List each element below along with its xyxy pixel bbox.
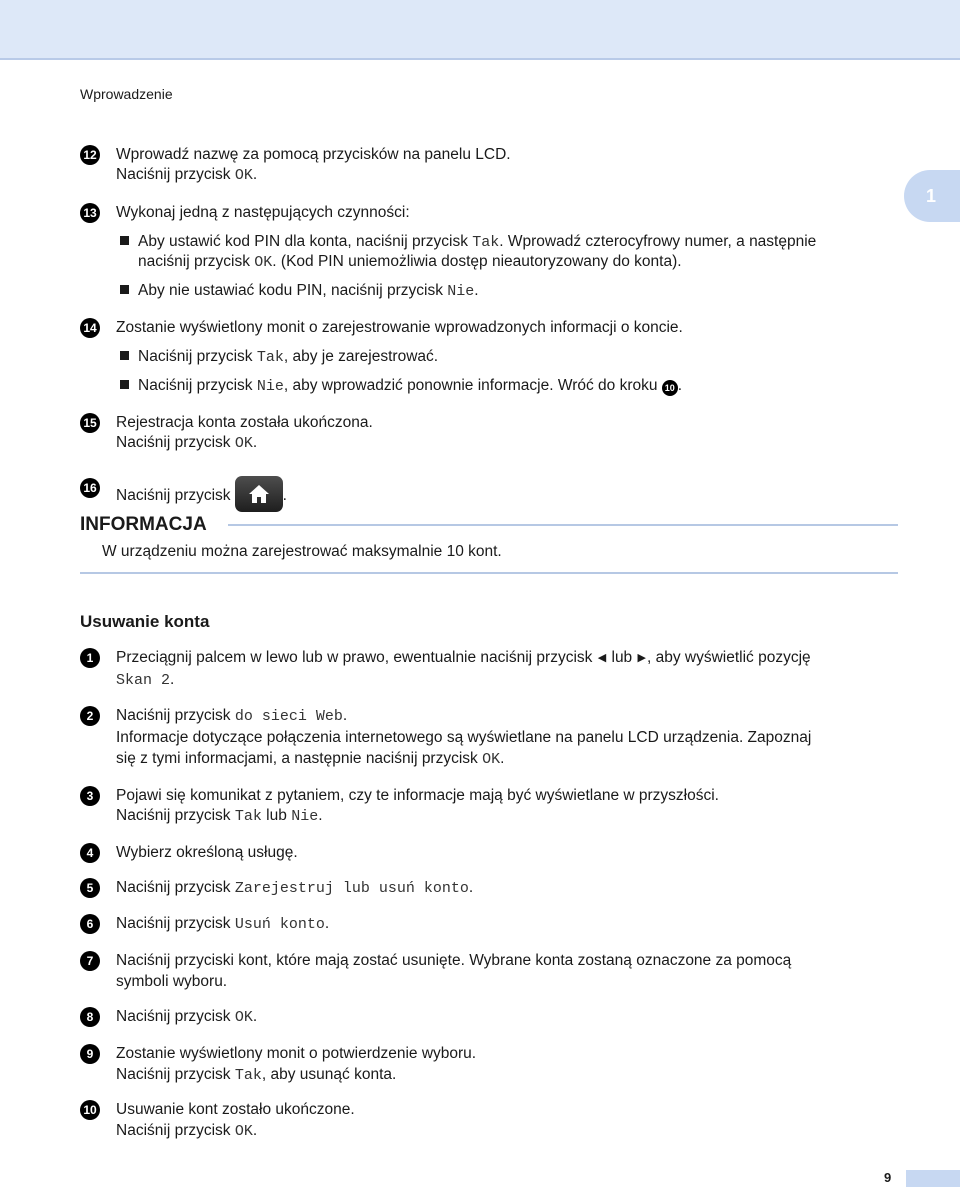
step-text: Zostanie wyświetlony monit o potwierdzenie wyboru. xyxy=(116,1045,477,1062)
step-ref-10-icon: 10 xyxy=(662,380,678,396)
page-number-bar xyxy=(906,1170,960,1187)
step-number: 2 xyxy=(80,706,100,726)
home-icon xyxy=(248,484,270,504)
step-text: się z tymi informacjami, a następnie naciśnij przycisk OK. xyxy=(116,750,505,768)
step-text: Zostanie wyświetlony monit o zarejestrowanie wprowadzonych informacji o koncie. xyxy=(116,319,683,336)
step-text: Naciśnij przycisk Tak, aby usunąć konta. xyxy=(116,1066,397,1084)
note-rule-top xyxy=(228,524,898,526)
step-text: Przeciągnij palcem w lewo lub w prawo, ewentualnie naciśnij przycisk ◀ lub ▶, aby wyświetlić pozycję xyxy=(116,649,811,666)
step-number: 3 xyxy=(80,786,100,806)
step-number: 14 xyxy=(80,318,100,338)
step-text: Naciśnij przyciski kont, które mają zostać usunięte. Wybrane konta zostaną oznaczone za pomocą xyxy=(116,952,792,969)
step-text: Usuwanie kont zostało ukończone. xyxy=(116,1101,355,1118)
step-text: Naciśnij przycisk do sieci Web. xyxy=(116,707,348,725)
step-number: 7 xyxy=(80,951,100,971)
section-title: Usuwanie konta xyxy=(80,612,210,631)
step-text: Skan 2. xyxy=(116,671,175,689)
step-text: Wykonaj jedną z następujących czynności: xyxy=(116,204,410,221)
top-band xyxy=(0,0,960,60)
right-triangle-icon: ▶ xyxy=(637,652,646,664)
step-text: Naciśnij przycisk OK. xyxy=(116,166,258,184)
note-text: W urządzeniu można zarejestrować maksymalnie 10 kont. xyxy=(102,543,502,560)
step-text: Pojawi się komunikat z pytaniem, czy te informacje mają być wyświetlane w przyszłości. xyxy=(116,787,719,804)
code-ok: OK xyxy=(234,167,253,184)
step-number: 9 xyxy=(80,1044,100,1064)
bullet-item: Aby ustawić kod PIN dla konta, naciśnij przycisk Tak. Wprowadź czterocyfrowy numer, a następnie xyxy=(120,232,816,253)
page-number: 9 xyxy=(884,1170,892,1185)
bullet-item: Aby nie ustawiać kodu PIN, naciśnij przycisk Nie. xyxy=(120,281,479,302)
step-text: Wprowadź nazwę za pomocą przycisków na panelu LCD. xyxy=(116,146,511,163)
bullet-item: Naciśnij przycisk Tak, aby je zarejestrować. xyxy=(120,347,438,368)
step-number: 5 xyxy=(80,878,100,898)
step-text: Naciśnij przycisk . xyxy=(116,478,287,514)
step-number: 10 xyxy=(80,1100,100,1120)
step-text: Naciśnij przycisk Tak lub Nie. xyxy=(116,807,323,825)
home-button[interactable] xyxy=(235,476,283,512)
left-triangle-icon: ◀ xyxy=(597,652,607,664)
note-rule-bottom xyxy=(80,572,898,574)
step-number: 4 xyxy=(80,843,100,863)
step-text: Naciśnij przycisk OK. xyxy=(116,1122,258,1140)
step-text: Naciśnij przycisk OK. xyxy=(116,1008,258,1026)
step-text: Informacje dotyczące połączenia internetowego są wyświetlane na panelu LCD urządzenia. Zapoznaj xyxy=(116,729,812,746)
step-number: 12 xyxy=(80,145,100,165)
chapter-tab: 1 xyxy=(904,170,960,222)
step-text: Naciśnij przycisk Zarejestruj lub usuń konto. xyxy=(116,879,474,897)
step-text: symboli wyboru. xyxy=(116,973,228,990)
bullet-item: Naciśnij przycisk Nie, aby wprowadzić ponownie informacje. Wróć do kroku 10 . xyxy=(120,376,682,397)
page-header-title: Wprowadzenie xyxy=(80,86,173,102)
note-title: INFORMACJA xyxy=(80,514,207,535)
bullet-square-icon xyxy=(120,236,129,245)
step-text: Rejestracja konta została ukończona. xyxy=(116,414,373,431)
step-number: 13 xyxy=(80,203,100,223)
step-number: 6 xyxy=(80,914,100,934)
step-number: 16 xyxy=(80,478,100,498)
bullet-square-icon xyxy=(120,351,129,360)
step-text: Wybierz określoną usługę. xyxy=(116,844,298,861)
step-number: 15 xyxy=(80,413,100,433)
bullet-item-continued: naciśnij przycisk OK. (Kod PIN uniemożliwia dostęp nieautoryzowany do konta). xyxy=(138,253,682,271)
step-number: 1 xyxy=(80,648,100,668)
bullet-square-icon xyxy=(120,285,129,294)
bullet-square-icon xyxy=(120,380,129,389)
step-number: 8 xyxy=(80,1007,100,1027)
step-text: Naciśnij przycisk Usuń konto. xyxy=(116,915,330,933)
step-text: Naciśnij przycisk OK. xyxy=(116,434,258,452)
